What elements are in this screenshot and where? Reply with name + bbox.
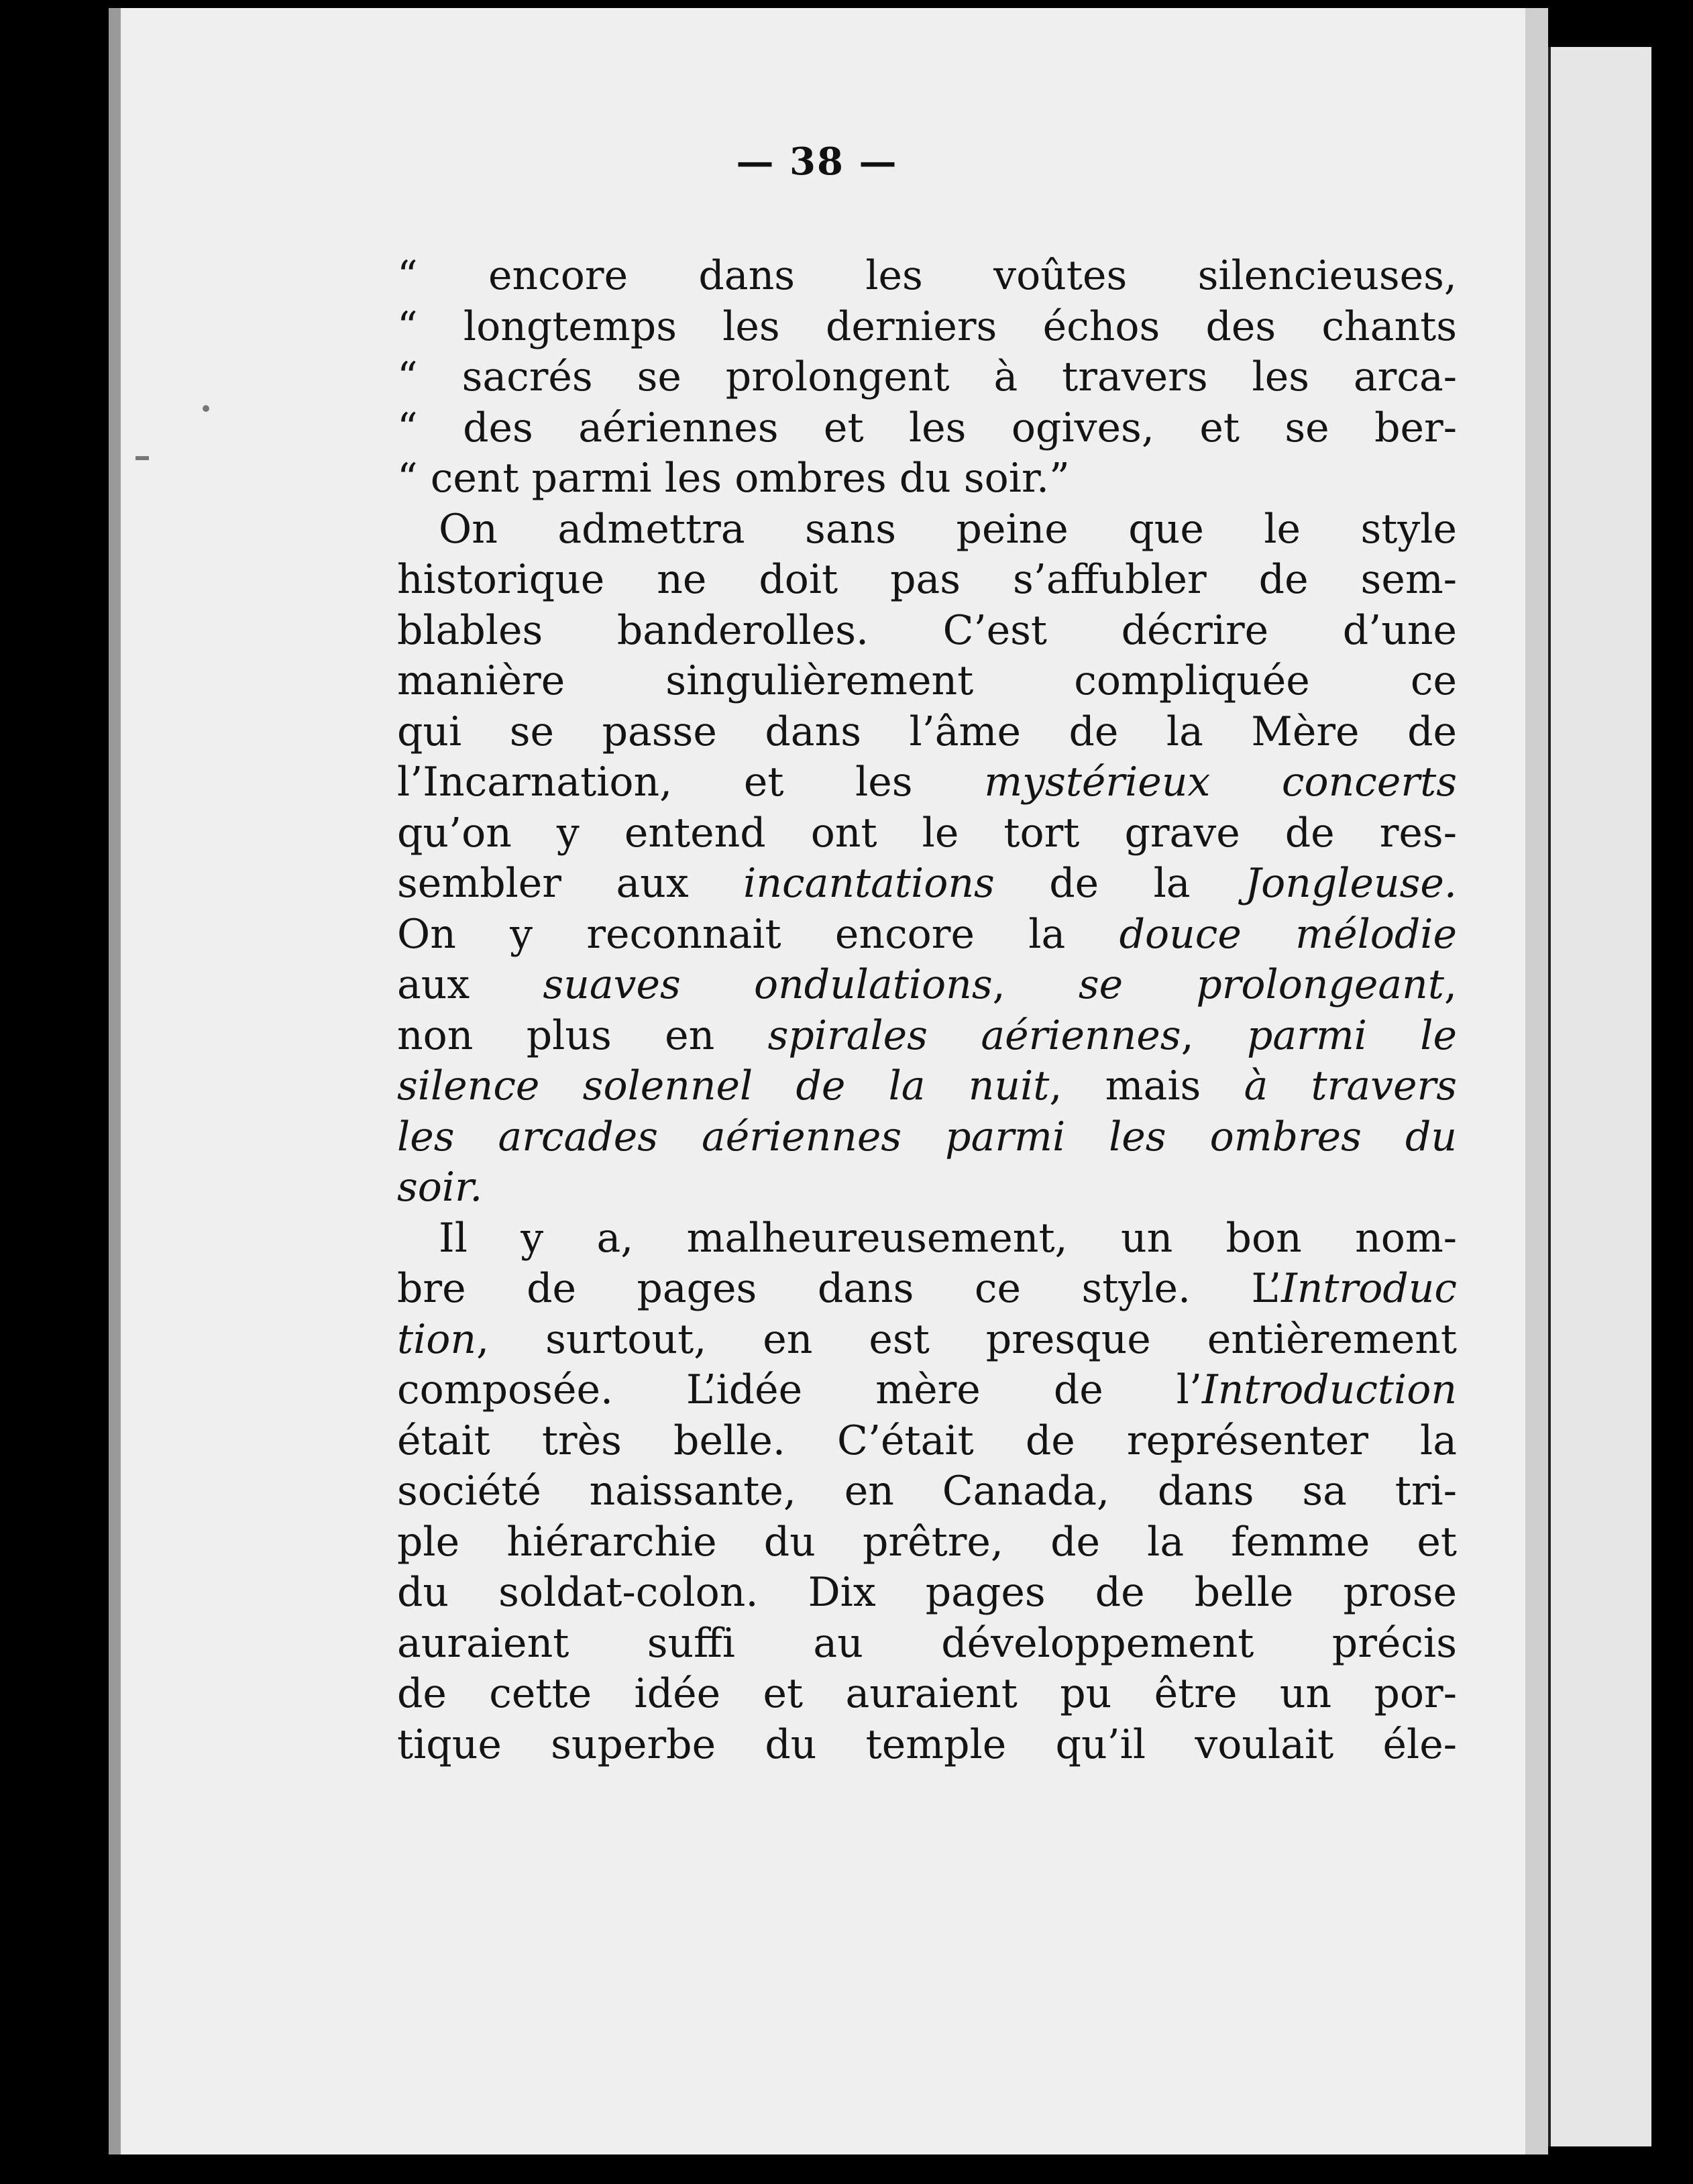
text-run: ple hiérarchie du prêtre, de la femme et [397,1518,1457,1566]
italic-text: silence solennel de la nuit [397,1062,1050,1109]
italic-text: douce mélodie [1119,910,1457,958]
text-run: On y reconnait encore la [397,910,1119,958]
text-run: Il y a, malheureusement, un bon nom- [439,1214,1457,1262]
text-run: On admettra sans peine que le style [439,505,1457,553]
text-run: était très belle. C’était de représenter la [397,1417,1457,1464]
text-line [397,453,1457,504]
text-run: non plus en [397,1012,768,1059]
text-run: auraient suffi au développement précis [397,1619,1457,1667]
italic-text: se prolongeant [1078,961,1444,1008]
text-line [397,1061,1457,1112]
text-line [397,1720,1457,1771]
text-run: du soldat-colon. Dix pages de belle prose [397,1569,1457,1616]
text-run: sembler aux [397,860,744,907]
text-run: “ des aériennes et les ogives, et se ber- [397,404,1457,451]
facing-page [1548,47,1651,2146]
italic-text: soir. [397,1164,483,1211]
text-run: société naissante, en Canada, dans sa tri- [397,1468,1457,1515]
text-line [397,1213,1457,1264]
text-run: composée. L’idée mère de l’ [397,1366,1203,1413]
text-line [397,1416,1457,1467]
text-line [397,808,1457,859]
text-line [397,1517,1457,1568]
text-run: , [992,961,1079,1008]
italic-text: Introduction [1202,1366,1457,1413]
text-line [397,910,1457,961]
text-line [397,1669,1457,1720]
text-run: qu’on y entend ont le tort grave de res- [397,809,1457,857]
text-line [397,656,1457,707]
italic-text: mystérieux concerts [984,759,1457,806]
text-line [397,859,1457,910]
text-line [397,960,1457,1011]
italic-text: les arcades aériennes parmi les ombres du [397,1113,1457,1160]
text-line [397,1568,1457,1619]
text-run: , [1181,1012,1247,1059]
text-run: aux [397,961,543,1008]
text-line [397,1315,1457,1366]
italic-text: Jongleuse. [1245,860,1457,907]
text-line [397,504,1457,555]
text-line [397,707,1457,758]
text-line [397,1365,1457,1416]
text-run: , [1443,961,1458,1008]
text-run: de cette idée et auraient pu être un por- [397,1670,1457,1717]
text-run: , mais [1049,1062,1244,1109]
italic-text: parmi le [1246,1012,1457,1059]
italic-text: incantations [743,860,995,907]
text-run: historique ne doit pas s’affubler de sem- [397,556,1457,603]
text-run: blables banderolles. C’est décrire d’une [397,606,1457,654]
margin-mark [203,405,209,412]
body-text [397,251,1457,1770]
text-run: “ cent parmi les ombres du soir.” [397,455,1070,502]
text-line [397,251,1457,302]
book-page [109,8,1525,2154]
italic-text: à travers [1244,1062,1457,1109]
text-line [397,1112,1457,1163]
text-run: “ encore dans les voûtes silencieuses, [397,252,1457,299]
text-line [397,302,1457,353]
page-gutter [109,8,121,2154]
text-run: bre de pages dans ce style. L’ [397,1265,1282,1312]
italic-text: spirales aériennes [767,1012,1181,1059]
page-edge [1525,8,1548,2154]
text-line [397,757,1457,808]
text-run: l’Incarnation, et les [397,759,985,806]
italic-text: Introduc [1281,1265,1457,1312]
text-run: de la [994,860,1246,907]
text-line [397,403,1457,454]
italic-text: suaves ondulations [543,961,993,1008]
text-line [397,1011,1457,1062]
text-line [397,1466,1457,1517]
text-run: “ sacrés se prolongent à travers les arca- [397,353,1457,400]
text-line [397,1619,1457,1670]
text-run: , surtout, en est presque entièrement [476,1315,1457,1363]
text-line [397,555,1457,606]
page-number: — 38 — [736,140,898,184]
text-line [397,1162,1457,1213]
text-run: qui se passe dans l’âme de la Mère de [397,708,1457,755]
text-line [397,352,1457,403]
text-run: “ longtemps les derniers échos des chants [397,303,1457,350]
text-run: tique superbe du temple qu’il voulait éle- [397,1721,1457,1768]
text-line [397,1264,1457,1315]
text-line [397,606,1457,657]
margin-mark [135,456,149,460]
text-run: manière singulièrement compliquée ce [397,657,1457,704]
italic-text: tion [397,1315,477,1363]
